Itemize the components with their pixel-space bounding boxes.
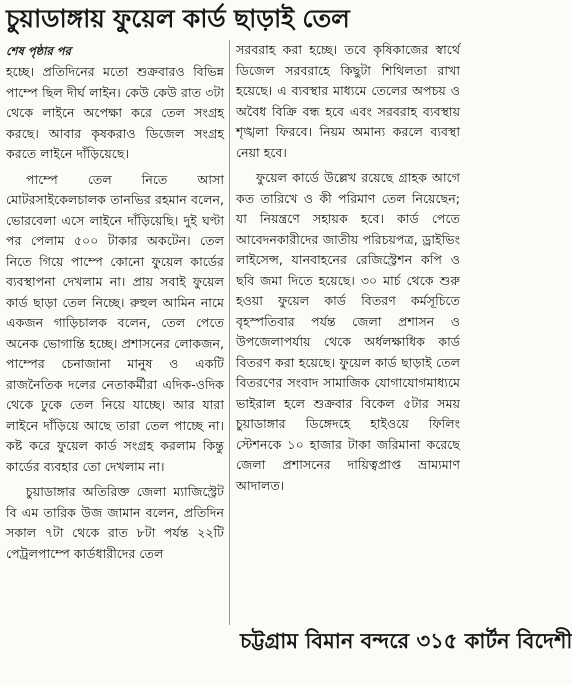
article-paragraph: হচ্ছে। প্রতিদিনের মতো শুক্রবারও বিভিন্ন পাম্পে ছিল দীর্ঘ লাইন। কেউ কেউ রাত ৩টা থেকে লাইনে অপেক্ষা করে তেল সংগ্রহ করছে। আবার কৃষকরাও ডিজেল সংগ্রহ করতে লাইনে দাঁড়িয়েছে। (6, 64, 224, 161)
next-article-headline: চট্টগ্রাম বিমান বন্দরে ৩১৫ কার্টন বিদেশী (240, 629, 572, 653)
article-paragraph: সরবরাহ করা হচ্ছে। তবে কৃষিকাজের স্বার্থে ডিজেল সরবরাহে কিছুটা শিথিলতা রাখা হয়েছে। এ ব্যবস্থার মাধ্যমে তেলের অপচয় ও অবৈধ বিক্রি বন্ধ হবে এবং সরবরাহ ব্যবস্থায় শৃঙ্খলা ফিরবে। নিয়ম অমান্য করলে ব্যবস্থা নেয়া হবে। (236, 42, 460, 160)
continued-label: শেষ পৃষ্ঠার পর (6, 44, 71, 58)
article-paragraph: পাম্পে তেল নিতে আসা মোটরসাইকেলচালক তানভির রহমান বলেন, ভোরবেলা এসে লাইনে দাঁড়িয়েছি। দুই ঘণ্টা পর পেলাম ৫০০ টাকার অকটেন। তেল নিতে গিয়ে পাম্পে কোনো ফুয়েল কার্ডের ব্যবস্থাপনা দেখলাম না। প্রায় সবাই ফুয়েল কার্ড ছাড়া তেল নিচ্ছে। রুহুল আমিন নামে একজন গাড়িচালক বলেন, তেল পেতে অনেক ভোগান্তি হচ্ছে। প্রশাসনের লোকজন, পাম্পের চেনাজানা মানুষ ও একটি রাজনৈতিক দলের নেতাকর্মীরা এদিক-ওদিক থেকে ঢুকে তেল নিয়ে যাচ্ছে। আর যারা লাইনে দাঁড়িয়ে আছে তারা তেল পাচ্ছে না। কষ্ট করে ফুয়েল কার্ড সংগ্রহ করলাম কিন্তু কার্ডের ব্যবহার তো দেখলাম না। (6, 171, 224, 474)
article-paragraph: ফুয়েল কার্ডে উল্লেখ রয়েছে গ্রাহক আগে কত তারিখে ও কী পরিমাণ তেল নিয়েছেন; যা নিয়ন্ত্রণে সহায়ক হবে। কার্ড পেতে আবেদনকারীদের জাতীয় পরিচয়পত্র, ড্রাইভিং লাইসেন্স, যানবাহনের রেজিস্ট্রেশন কপি ও ছবি জমা দিতে হয়েছে। ৩০ মার্চ থেকে শুরু হওয়া ফুয়েল কার্ড বিতরণ কর্মসূচিতে বৃহস্পতিবার পর্যন্ত জেলা প্রশাসন ও উপজেলাপর্যায় থেকে অর্ধলক্ষাধিক কার্ড বিতরণ করা হয়েছে। ফুয়েল কার্ড ছাড়াই তেল বিতরণের সংবাদ সামাজিক যোগাযোগমাধ্যমে ভাইরাল হলে শুক্রবার বিকেল ৫টার সময় চুয়াডাঙ্গার ডিঙ্গেদহে হাইওয়ে ফিলিং স্টেশনকে ১০ হাজার টাকা জরিমানা করেছে জেলা প্রশাসনের দায়িত্বপ্রাপ্ত ভ্রাম্যমাণ আদালত। (236, 170, 460, 493)
article-column-left (6, 42, 224, 569)
article-column-right (236, 40, 460, 501)
column-divider (229, 40, 230, 625)
article-headline: চুয়াডাঙ্গায় ফুয়েল কার্ড ছাড়াই তেল (6, 4, 350, 33)
article-paragraph: চুয়াডাঙ্গার অতিরিক্ত জেলা ম্যাজিস্ট্রেট বি এম তারিক উজ জামান বলেন, প্রতিদিন সকাল ৭টা থেকে রাত ৮টা পর্যন্ত ২২টি পেট্রলপাম্পে কার্ডধারীদের তেল (6, 484, 224, 561)
